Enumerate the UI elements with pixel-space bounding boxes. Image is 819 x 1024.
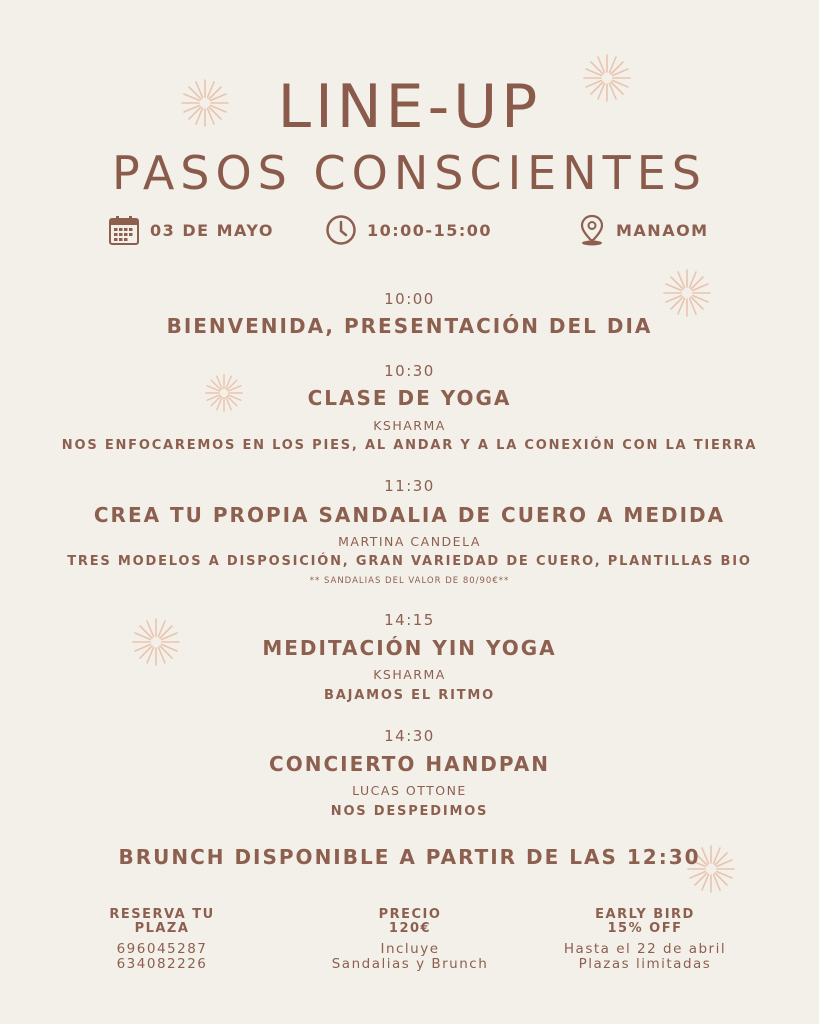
brunch-notice: BRUNCH DISPONIBLE A PARTIR DE LAS 12:30	[118, 845, 701, 869]
event-location	[578, 212, 709, 248]
schedule-description: NOS ENFOCAREMOS EN LOS PIES, AL ANDAR Y A LA CONEXIÓN CON LA TIERRA	[61, 438, 758, 453]
schedule-title: CONCIERTO HANDPAN	[269, 752, 550, 776]
price-heading: PRECIO	[378, 907, 442, 922]
early-bird-deadline: Hasta el 22 de abril	[563, 941, 727, 957]
page-subtitle: PASOS CONSCIENTES	[112, 146, 707, 200]
schedule-description: TRES MODELOS A DISPOSICIÓN, GRAN VARIEDAD DE CUERO, PLANTILLAS BIO	[67, 554, 752, 569]
schedule-host: LUCAS OTTONE	[352, 783, 467, 798]
schedule-host: KSHARMA	[373, 418, 446, 433]
early-bird-discount: 15% OFF	[607, 921, 683, 936]
early-bird-block	[545, 908, 745, 972]
schedule-title: CLASE DE YOGA	[307, 386, 512, 410]
schedule-note: ** SANDALIAS DEL VALOR DE 80/90€**	[309, 576, 510, 586]
schedule-time: 14:15	[384, 611, 435, 629]
event-time	[325, 212, 492, 248]
reserve-heading: PLAZA	[134, 921, 190, 936]
schedule-title: CREA TU PROPIA SANDALIA DE CUERO A MEDIDA	[93, 503, 726, 527]
schedule-time: 10:30	[384, 362, 435, 380]
price-block	[310, 908, 510, 972]
early-bird-limit: Plazas limitadas	[578, 956, 712, 972]
early-bird-heading: EARLY BIRD	[595, 907, 695, 922]
reserve-block	[82, 908, 242, 972]
schedule-description: NOS DESPEDIMOS	[330, 804, 489, 819]
page-title: LINE-UP	[277, 72, 542, 142]
schedule-time: 10:00	[384, 290, 435, 308]
schedule-host: MARTINA CANDELA	[338, 534, 481, 549]
price-includes: Incluye	[380, 941, 440, 957]
schedule-time: 14:30	[384, 727, 435, 745]
schedule-time: 11:30	[384, 477, 435, 495]
event-date	[108, 212, 274, 248]
event-date-label: 03 DE MAYO	[150, 220, 275, 240]
clock-icon	[325, 214, 357, 246]
price-includes-detail: Sandalias y Brunch	[331, 956, 489, 972]
schedule-host: KSHARMA	[373, 667, 446, 682]
schedule-description: BAJAMOS EL RITMO	[324, 688, 495, 703]
reserve-heading: RESERVA TU	[109, 907, 215, 922]
schedule-title: MEDITACIÓN YIN YOGA	[262, 636, 557, 660]
event-time-label: 10:00-15:00	[367, 220, 492, 240]
schedule-title: BIENVENIDA, PRESENTACIÓN DEL DIA	[166, 314, 653, 338]
event-location-label: MANAOM	[616, 220, 709, 240]
reserve-phone: 696045287	[116, 941, 208, 957]
calendar-icon	[108, 214, 140, 246]
reserve-phone: 634082226	[116, 956, 208, 972]
location-pin-icon	[578, 213, 606, 247]
price-amount: 120€	[388, 921, 432, 936]
